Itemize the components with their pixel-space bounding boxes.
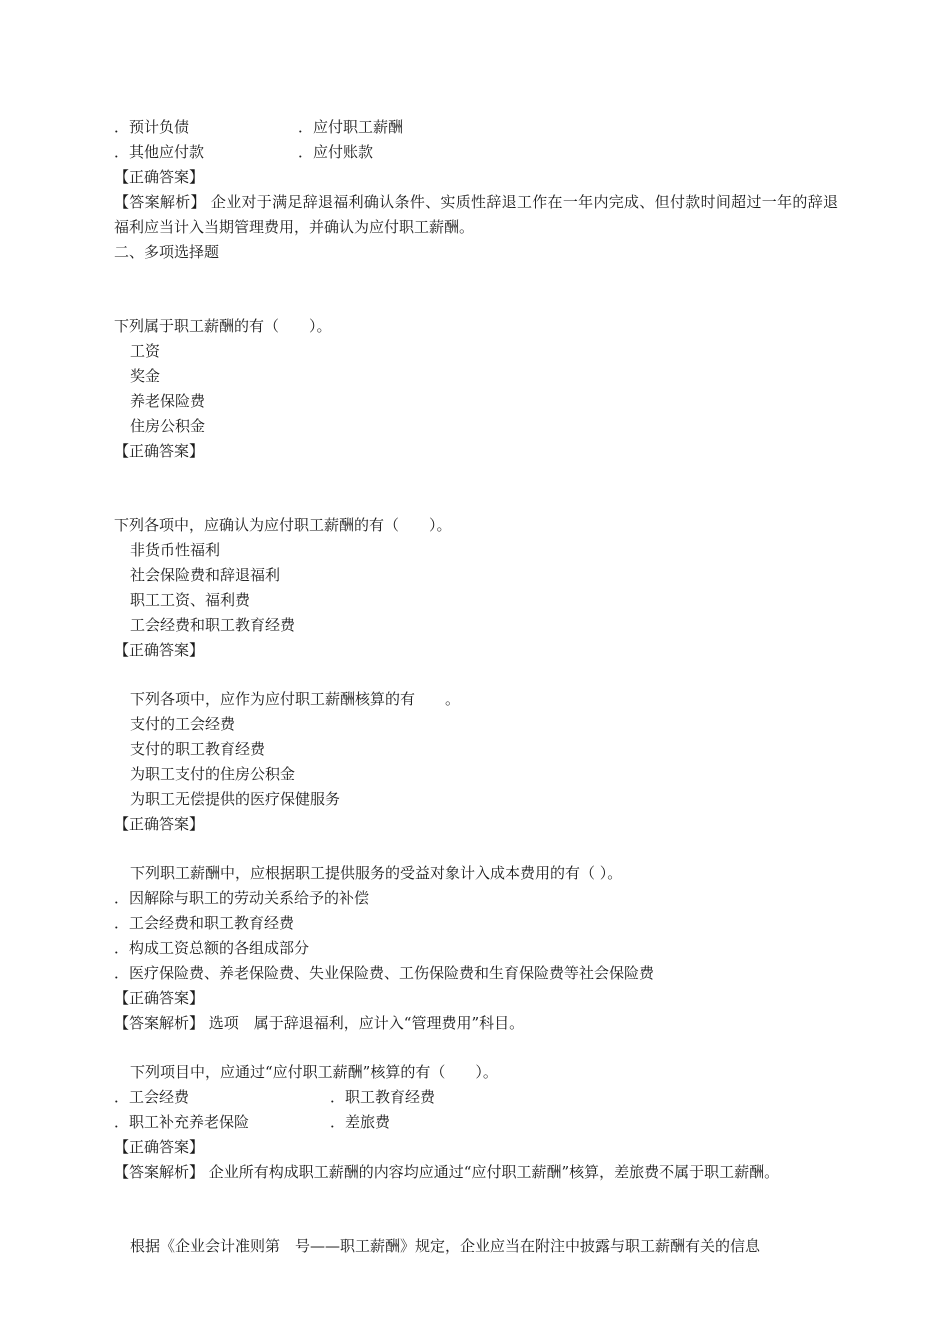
correct-answer-label: 【正确答案】: [114, 168, 205, 186]
correct-answer-label: 【正确答案】: [114, 989, 205, 1007]
question-stem: 下列属于职工薪酬的有（ ）。: [114, 317, 332, 335]
option-c: ．构成工资总额的各组成部分: [114, 939, 310, 957]
option-c: ．其他应付款: [114, 143, 205, 161]
option-b: ．应付职工薪酬: [298, 118, 404, 136]
option-b: 支付的职工教育经费: [130, 740, 266, 758]
option-c: 职工工资、福利费: [130, 591, 251, 609]
option-d: 工会经费和职工教育经费: [130, 616, 296, 634]
question-stem: 根据《企业会计准则第 号——职工薪酬》规定，企业应当在附注中披露与职工薪酬有关的信息: [130, 1237, 761, 1255]
section-title: 二、多项选择题: [114, 243, 220, 261]
option-b: ．工会经费和职工教育经费: [114, 914, 295, 932]
answer-analysis: 【答案解析】 选项 属于辞退福利，应计入“管理费用”科目。: [114, 1014, 525, 1032]
option-d: ．医疗保险费、养老保险费、失业保险费、工伤保险费和生育保险费等社会保险费: [114, 964, 655, 982]
question-stem: 下列项目中，应通过“应付职工薪酬”核算的有（ ）。: [130, 1063, 498, 1081]
option-d: ．应付账款: [298, 143, 374, 161]
option-b: 社会保险费和辞退福利: [130, 566, 281, 584]
answer-analysis: 【答案解析】 企业所有构成职工薪酬的内容均应通过“应付职工薪酬”核算，差旅费不属于职工薪酬。: [114, 1163, 780, 1181]
option-d: 住房公积金: [130, 417, 206, 435]
correct-answer-label: 【正确答案】: [114, 442, 205, 460]
option-a: 工资: [130, 342, 161, 360]
option-b: 奖金: [130, 367, 161, 385]
correct-answer-label: 【正确答案】: [114, 641, 205, 659]
option-c: ．职工补充养老保险: [114, 1113, 250, 1131]
option-a: ．工会经费: [114, 1088, 190, 1106]
correct-answer-label: 【正确答案】: [114, 1138, 205, 1156]
question-stem: 下列各项中，应确认为应付职工薪酬的有（ ）。: [114, 516, 452, 534]
answer-analysis: 【答案解析】 企业对于满足辞退福利确认条件、实质性辞退工作在一年内完成、但付款时间超过一年的辞退福利应当计入当期管理费用，并确认为应付职工薪酬。: [114, 193, 838, 236]
option-a: ．因解除与职工的劳动关系给予的补偿: [114, 889, 370, 907]
question-stem: 下列各项中，应作为应付职工薪酬核算的有 。: [130, 690, 461, 708]
option-c: 养老保险费: [130, 392, 206, 410]
option-d: ．差旅费: [330, 1113, 391, 1131]
option-c: 为职工支付的住房公积金: [130, 765, 296, 783]
option-a: 非货币性福利: [130, 541, 221, 559]
option-a: 支付的工会经费: [130, 715, 236, 733]
correct-answer-label: 【正确答案】: [114, 815, 205, 833]
option-d: 为职工无偿提供的医疗保健服务: [130, 790, 341, 808]
option-a: ．预计负债: [114, 118, 190, 136]
question-stem: 下列职工薪酬中，应根据职工提供服务的受益对象计入成本费用的有（ ）。: [130, 864, 623, 882]
option-b: ．职工教育经费: [330, 1088, 436, 1106]
